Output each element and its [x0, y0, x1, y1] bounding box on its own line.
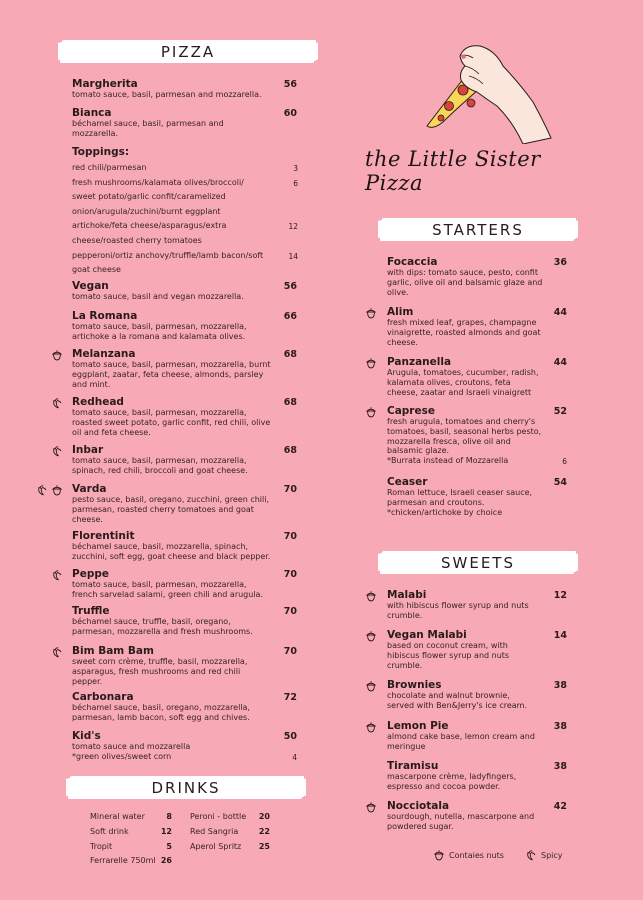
menu-item-description: tomato sauce, basil, parmesan and mozzarella.	[72, 90, 262, 99]
menu-item-description: cheese.	[72, 514, 103, 524]
menu-item-name: Redhead	[72, 396, 124, 408]
drink-price: 26	[160, 856, 172, 866]
menu-item-name: Focaccia	[387, 256, 438, 268]
menu-item-price: 38	[553, 721, 567, 732]
topping-line: onion/arugula/zuchini/burnt eggplant	[72, 206, 221, 216]
menu-item-name: La Romana	[72, 310, 138, 322]
menu-item-price: 70	[283, 569, 297, 580]
menu-item-description: béchamel sauce, truffle, basil, oregano,	[72, 617, 231, 626]
drinks-list-right	[190, 810, 270, 854]
menu-item-name: Carbonara	[72, 691, 134, 703]
menu-item-description: tomatoes, basil, seasonal herbs pesto,	[387, 426, 542, 436]
menu-item-price: 52	[553, 406, 567, 417]
menu-item-description: béchamel sauce, basil, oregano, mozzarella,	[72, 703, 250, 712]
menu-item-description: powdered sugar.	[387, 821, 454, 831]
drink-row	[190, 840, 270, 855]
menu-item-name: Bianca	[72, 107, 112, 119]
menu-item-description: hibiscus flower syrup and nuts	[387, 650, 510, 660]
drink-row	[190, 810, 270, 825]
menu-item	[72, 483, 269, 524]
menu-item-name: Bim Bam Bam	[72, 645, 154, 657]
menu-item-price: 50	[283, 731, 297, 742]
menu-item-description: tomato sauce, basil, parmesan, mozzarella,	[72, 580, 247, 589]
sweets-section-title: SWEETS	[441, 553, 515, 572]
menu-item-price: 68	[283, 445, 297, 456]
menu-item-description: béchamel sauce, basil, parmesan and	[72, 119, 224, 128]
menu-item-name: Nocciotala	[387, 800, 450, 812]
menu-item	[72, 645, 247, 686]
menu-item-price: 56	[283, 79, 297, 90]
menu-item	[72, 310, 247, 342]
menu-item-description: vinaigrette, roasted almonds and goat	[387, 327, 541, 337]
menu-item-price: 38	[553, 761, 567, 772]
drink-name: Tropit	[90, 841, 113, 851]
nut-icon	[365, 590, 377, 602]
topping-line: cheese/roasted cherry tomatoes	[72, 236, 202, 245]
menu-item-description: tomato sauce, basil, parmesan, mozzarella,	[72, 408, 247, 417]
menu-item-description: based on coconut cream, with	[387, 641, 508, 650]
menu-item-description: balsamic glaze.	[387, 446, 450, 456]
menu-item-name: Caprese	[387, 405, 435, 417]
drink-price: 20	[258, 812, 270, 821]
drinks-section-title: DRINKS	[151, 778, 221, 797]
menu-item-description: Arugula, tomatoes, cucumber, radish,	[387, 368, 539, 377]
nut-icon	[433, 849, 445, 861]
menu-item-description: mascarpone crème, ladyfingers,	[387, 772, 517, 781]
menu-item	[387, 476, 532, 517]
menu-item-name: Panzanella	[387, 356, 452, 368]
chili-icon	[51, 569, 63, 581]
drink-row	[90, 854, 172, 869]
menu-item-description: french sarvelad salami, green chili and arugula.	[72, 589, 263, 599]
topping-line: sweet potato/garlic confit/caramelized	[72, 192, 226, 202]
nut-icon	[51, 484, 63, 496]
drink-name: Soft drink	[90, 826, 129, 836]
legend-spicy-label: Spicy	[541, 850, 563, 860]
menu-item-description: chocolate and walnut brownie,	[387, 691, 510, 700]
menu-item-name: Inbar	[72, 444, 104, 456]
legend-nuts-label: Contaies nuts	[449, 850, 504, 860]
menu-item-description: *Burrata instead of Mozzarella	[387, 456, 509, 466]
menu-item	[72, 348, 271, 389]
menu-item-price: 60	[283, 108, 297, 119]
chili-icon	[51, 445, 63, 457]
drinks-list-left	[90, 810, 172, 869]
menu-item	[72, 107, 224, 139]
menu-item-description: crumble.	[387, 610, 423, 620]
menu-item-price: 70	[283, 531, 297, 542]
menu-item-name: Florentinit	[72, 530, 135, 542]
menu-item-price: 68	[283, 397, 297, 408]
menu-item-description: tomato sauce, basil, parmesan, mozzarella, burnt	[72, 360, 271, 369]
menu-item-description: pesto sauce, basil, oregano, zucchini, green chili,	[72, 495, 269, 504]
menu-item	[387, 256, 542, 297]
drink-name: Red Sangria	[190, 826, 239, 836]
menu-item	[72, 444, 248, 476]
menu-item-price: 70	[283, 484, 297, 495]
pizza-hand-illustration	[425, 40, 555, 144]
menu-item-description: cheese, zaatar and Israeli vinaigrett	[387, 387, 532, 397]
nut-icon	[365, 307, 377, 319]
menu-item-description: roasted sweet potato, garlic confit, red chili, olive	[72, 417, 271, 427]
menu-item-description: parmesan, mozzarella and fresh mushrooms.	[72, 626, 253, 636]
menu-item-description: crumble.	[387, 660, 423, 670]
menu-item-name: Margherita	[72, 78, 138, 90]
topping-price: 14	[288, 251, 298, 261]
chili-icon	[36, 484, 48, 496]
menu-item-description: espresso and cocoa powder.	[387, 781, 501, 791]
nut-icon	[51, 349, 63, 361]
menu-item-price: 70	[283, 646, 297, 657]
menu-item-description: sourdough, nutella, mascarpone and	[387, 812, 535, 821]
menu-item-description: parmesan, lamb bacon, soft egg and chives.	[72, 712, 250, 722]
menu-item-description: béchamel sauce, basil, mozzarella, spinach,	[72, 542, 248, 551]
legend-nuts	[433, 849, 504, 861]
topping-price: 6	[293, 178, 298, 188]
drink-price: 22	[258, 826, 270, 836]
topping-line: fresh mushrooms/kalamata olives/broccoli/	[72, 177, 244, 187]
menu-item-price: 12	[553, 590, 567, 601]
drink-price: 25	[258, 841, 270, 851]
menu-item	[387, 405, 541, 466]
pizza-section-title: PIZZA	[160, 42, 216, 61]
menu-item	[72, 530, 270, 562]
menu-item-description: almond cake base, lemon cream and	[387, 732, 535, 741]
menu-item-name: Varda	[72, 483, 107, 495]
menu-item-price: 66	[283, 311, 297, 322]
menu-item-description: garlic, olive oil and balsamic glaze and	[387, 277, 543, 287]
menu-item-name: Malabi	[387, 589, 427, 601]
menu-item	[72, 605, 253, 637]
menu-item-description: pepper.	[72, 676, 103, 686]
menu-item-description: parmesan, roasted cherry tomatoes and goat	[72, 504, 254, 514]
topping-price: 12	[288, 222, 298, 232]
menu-item-extra-price: 4	[292, 752, 297, 762]
drinks-section-banner	[70, 776, 302, 799]
drink-row	[90, 840, 172, 855]
topping-line: artichoke/feta cheese/asparagus/extra	[72, 221, 227, 231]
menu-item	[387, 589, 529, 621]
menu-item-description: kalamata olives, croutons, feta	[387, 377, 511, 387]
drink-price: 5	[166, 841, 172, 851]
menu-item	[387, 800, 534, 832]
menu-item-description: eggplant, zaatar, feta cheese, almonds, parsley	[72, 369, 264, 379]
chili-icon	[525, 849, 537, 861]
menu-item-price: 54	[553, 477, 567, 488]
menu-item-extra-price: 6	[562, 457, 567, 467]
menu-item-description: Roman lettuce, Israeli ceaser sauce,	[387, 488, 533, 497]
menu-item-description: spinach, red chili, broccoli and goat cheese.	[72, 465, 248, 475]
nut-icon	[365, 406, 377, 418]
menu-item-description: and mint.	[72, 379, 111, 389]
menu-item-name: Alim	[387, 306, 414, 318]
menu-item	[72, 280, 244, 302]
menu-item-description: tomato sauce, basil, parmesan, mozzarella,	[72, 322, 247, 331]
topping-price: 3	[293, 164, 298, 173]
menu-item	[387, 720, 535, 752]
menu-item	[72, 396, 270, 437]
drink-row	[90, 810, 172, 825]
menu-item-name: Tiramisu	[387, 760, 439, 772]
topping-line: goat cheese	[72, 265, 121, 275]
menu-item-name: Lemon Pie	[387, 720, 449, 732]
brand-logo-text: the Little Sister Pizza	[365, 147, 541, 195]
menu-item-price: 70	[283, 606, 297, 617]
drink-row	[90, 825, 172, 840]
menu-item	[387, 306, 541, 347]
menu-item-description: oil and feta cheese.	[72, 427, 151, 437]
topping-line: red chili/parmesan	[72, 163, 147, 172]
nut-icon	[365, 357, 377, 369]
menu-item-description: tomato sauce and mozzarella	[72, 742, 191, 751]
menu-item-name: Brownies	[387, 679, 442, 691]
menu-item-description: sweet corn crème, truffle, basil, mozzarella,	[72, 657, 248, 666]
menu-item-price: 72	[283, 692, 297, 703]
menu-item-price: 68	[283, 349, 297, 360]
menu-item-description: tomato sauce, basil and vegan mozzarella.	[72, 292, 244, 301]
menu-item-description: asparagus, fresh mushrooms and red chili	[72, 666, 241, 676]
menu-item-description: *green olives/sweet corn	[72, 751, 172, 761]
menu-item-description: mozzarella fresca, olive oil and	[387, 436, 511, 446]
drink-name: Peroni - bottle	[190, 812, 247, 821]
nut-icon	[365, 630, 377, 642]
menu-item	[387, 679, 527, 711]
menu-item	[72, 568, 263, 600]
menu-item-description: cheese.	[387, 337, 418, 347]
menu-item-description: served with Ben&Jerry's ice cream.	[387, 700, 528, 710]
menu-item-price: 36	[553, 257, 567, 268]
menu-item-name: Melanzana	[72, 348, 136, 360]
menu-item-description: with dips: tomato sauce, pesto, confit	[387, 268, 538, 277]
menu-item-description: olive.	[387, 287, 409, 297]
menu-item-name: Vegan Malabi	[387, 629, 467, 641]
menu-item-description: fresh arugula, tomatoes and cherry's	[387, 417, 536, 426]
nut-icon	[365, 721, 377, 733]
chili-icon	[51, 397, 63, 409]
menu-item-name: Kid's	[72, 730, 101, 742]
menu-item-price: 14	[553, 630, 567, 641]
legend-spicy	[525, 849, 563, 861]
drink-price: 12	[160, 826, 172, 836]
menu-item	[387, 356, 539, 397]
drink-price: 8	[166, 812, 172, 821]
starters-section-banner	[382, 218, 574, 241]
menu-item	[387, 629, 509, 670]
menu-item-description: with hibiscus flower syrup and nuts	[387, 601, 529, 610]
pizza-section-banner	[62, 40, 314, 63]
starters-section-title: STARTERS	[432, 220, 524, 239]
menu-item-name: Peppe	[72, 568, 109, 580]
chili-icon	[51, 646, 63, 658]
menu-item	[72, 78, 262, 100]
drink-name: Mineral water	[90, 812, 145, 821]
sweets-section-banner	[382, 551, 574, 574]
menu-item-description: parmesan and croutons.	[387, 497, 485, 507]
menu-item-description: tomato sauce, basil, parmesan, mozzarella,	[72, 456, 247, 465]
menu-item-price: 44	[553, 357, 567, 368]
menu-item-price: 38	[553, 680, 567, 691]
menu-item	[72, 691, 250, 723]
toppings-title: Toppings:	[72, 146, 130, 158]
menu-item	[72, 730, 190, 762]
menu-item-description: meringue	[387, 741, 426, 751]
drink-name: Ferrarelle 750ml	[90, 856, 156, 866]
nut-icon	[365, 680, 377, 692]
menu-item-name: Ceaser	[387, 476, 428, 488]
menu-item-name: Truffle	[72, 605, 110, 617]
menu-item-description: zucchini, soft egg, goat cheese and black pepper.	[72, 551, 271, 561]
drink-row	[190, 825, 270, 840]
menu-item-price: 42	[553, 801, 567, 812]
menu-item-name: Vegan	[72, 280, 109, 292]
menu-item-description: artichoke a la romana and kalamata olives.	[72, 331, 246, 341]
menu-item-price: 56	[283, 281, 297, 292]
nut-icon	[365, 801, 377, 813]
menu-item-description: mozzarella.	[72, 128, 118, 138]
topping-line: pepperoni/ortiz anchovy/truffle/lamb bacon/soft	[72, 250, 264, 260]
menu-item-description: *chicken/artichoke by choice	[387, 507, 503, 517]
menu-item	[387, 760, 516, 792]
menu-item-description: fresh mixed leaf, grapes, champagne	[387, 318, 537, 327]
drink-name: Aperol Spritz	[190, 841, 242, 851]
menu-item-price: 44	[553, 307, 567, 318]
